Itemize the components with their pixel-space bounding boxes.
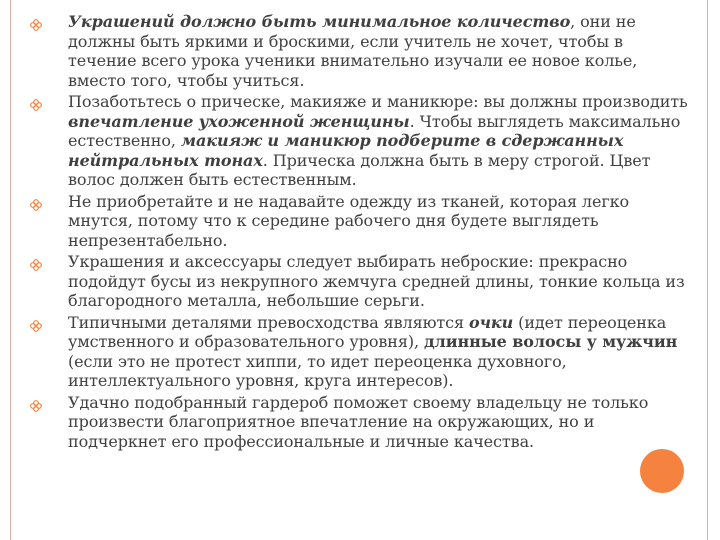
- emphasis-text: Украшений должно быть минимальное количество: [68, 12, 571, 31]
- plain-text: (идет переоценка умственного и образовательного уровня),: [68, 312, 667, 351]
- bullet-item: [30, 313, 690, 391]
- emphasis-span: [68, 112, 410, 131]
- emphasis-text: впечатление ухоженной женщины: [68, 111, 410, 131]
- bullet-item: [30, 92, 690, 190]
- bullet-item: [30, 393, 690, 452]
- frame-right-border: [707, 0, 708, 540]
- bullet-item: [30, 252, 690, 311]
- bold-text: длинные волосы у мужчин: [423, 332, 678, 351]
- plain-text: , они не должны быть яркими и броскими, если учитель не хочет, чтобы в течение всего урока ученики внимательно изучали ее новое колье, вместо того, чтобы учиться.: [68, 12, 638, 90]
- plain-text: . Прическа должна быть в меру строгой. Цвет волос должен быть естественным.: [68, 150, 651, 189]
- plain-text: Удачно подобранный гардероб поможет своему владельцу не только произвести благоприятное впечатление на окружающих, но и подчеркнет его профессиональные и личные качества.: [68, 392, 649, 451]
- emphasis-text: макияж и маникюр подберите в сдержанных нейтральных тонах: [68, 131, 624, 170]
- frame-left-border: [10, 0, 11, 540]
- four-petal-flower-icon: [30, 96, 42, 108]
- four-petal-flower-icon: [30, 196, 42, 208]
- plain-text: Не приобретайте и не надавайте одежду из тканей, которая легко мнутся, потому что к середине рабочего дня будете выглядеть непрезентабельно.: [68, 191, 630, 250]
- bullet-item: [30, 192, 690, 251]
- plain-text: Типичными деталями превосходства являются: [68, 312, 470, 332]
- four-petal-flower-icon: [30, 256, 42, 268]
- emphasis-text: очки: [469, 312, 514, 332]
- four-petal-flower-icon: [30, 16, 42, 28]
- bullet-item: [30, 12, 690, 90]
- four-petal-flower-icon: [30, 317, 42, 329]
- four-petal-flower-icon: [30, 397, 42, 409]
- emphasis-span: [68, 12, 570, 31]
- bullet-list: [30, 12, 690, 451]
- bullet-text: [68, 313, 677, 391]
- plain-text: Позаботьтесь о прическе, макияже и маникюре: вы должны производить: [68, 92, 688, 111]
- plain-text: . Чтобы выглядеть максимально естественно,: [68, 111, 681, 150]
- orange-accent-circle: [640, 449, 684, 493]
- bullet-text: [68, 252, 685, 310]
- plain-text: Украшения и аксессуары следует выбирать неброские: прекрасно подойдут бусы из некрупного жемчуга средней длины, тонкие кольца из благородного металла, небольшие серьги.: [68, 252, 685, 310]
- bullet-text: [68, 92, 688, 189]
- emphasis-span: [469, 313, 513, 332]
- bullet-text: [68, 393, 648, 451]
- bullet-text: [68, 192, 629, 250]
- plain-text: (если это не протест хиппи, то идет переоценка духовного, интеллектуального уровня, круга интересов).: [68, 351, 567, 390]
- bullet-text: [68, 12, 637, 90]
